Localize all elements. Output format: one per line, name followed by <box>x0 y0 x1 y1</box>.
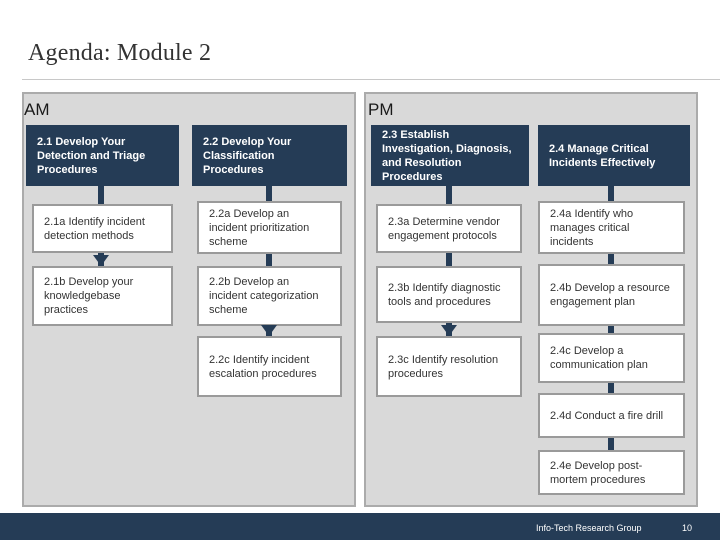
module-header-2-2: 2.2 Develop Your Classification Procedures <box>192 125 347 186</box>
title-divider <box>22 79 720 80</box>
agenda-item-2-4d: 2.4d Conduct a fire drill <box>538 393 685 438</box>
arrow-down-icon <box>93 255 109 266</box>
agenda-item-2-1b: 2.1b Develop your knowledgebase practices <box>32 266 173 326</box>
module-header-2-3: 2.3 Establish Investigation, Diagnosis, and Resolution Procedures <box>371 125 529 186</box>
agenda-item-2-3a: 2.3a Determine vendor engagement protocols <box>376 204 522 253</box>
agenda-item-2-2a: 2.2a Develop an incident prioritization scheme <box>197 201 342 254</box>
footer-organization: Info-Tech Research Group <box>536 523 642 533</box>
agenda-item-2-4a: 2.4a Identify who manages critical incidents <box>538 201 685 254</box>
pm-label: PM <box>368 100 394 119</box>
agenda-item-2-2b: 2.2b Develop an incident categorization scheme <box>197 266 342 326</box>
agenda-item-2-4e: 2.4e Develop post-mortem procedures <box>538 450 685 495</box>
arrow-down-icon <box>261 325 277 336</box>
am-label: AM <box>24 100 50 119</box>
arrow-down-icon <box>441 325 457 336</box>
page-number: 10 <box>682 523 693 533</box>
agenda-item-2-3b: 2.3b Identify diagnostic tools and procedures <box>376 266 522 323</box>
agenda-item-2-4c: 2.4c Develop a communication plan <box>538 333 685 383</box>
agenda-item-2-1a: 2.1a Identify incident detection methods <box>32 204 173 253</box>
module-header-2-1: 2.1 Develop Your Detection and Triage Procedures <box>26 125 179 186</box>
module-header-2-4: 2.4 Manage Critical Incidents Effectively <box>538 125 690 186</box>
agenda-item-2-4b: 2.4b Develop a resource engagement plan <box>538 264 685 326</box>
agenda-item-2-3c: 2.3c Identify resolution procedures <box>376 336 522 397</box>
page-title: Agenda: Module 2 <box>28 40 212 66</box>
agenda-item-2-2c: 2.2c Identify incident escalation procedures <box>197 336 342 397</box>
